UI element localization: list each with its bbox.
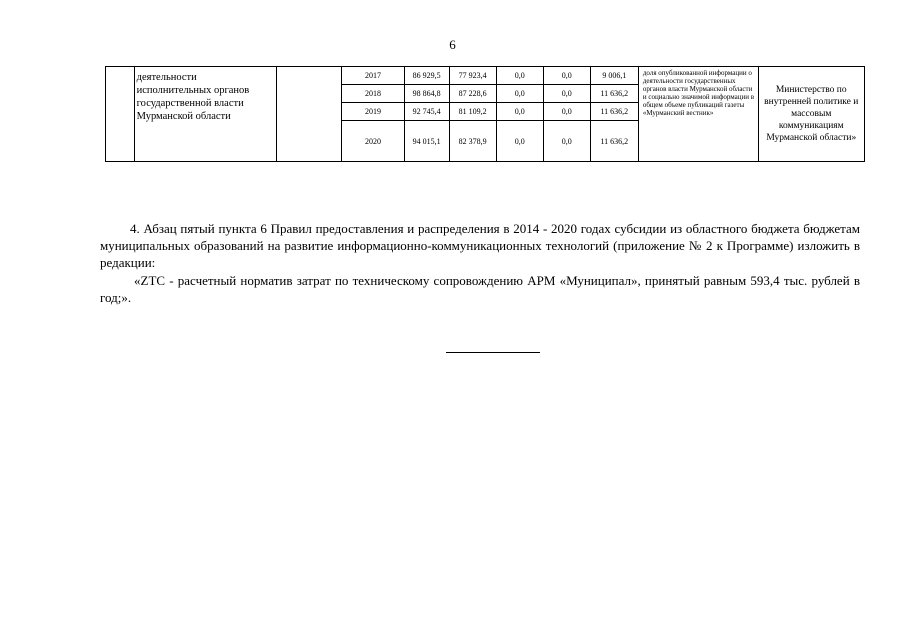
- total-cell: 98 864,8: [404, 85, 449, 103]
- total-cell: 94 015,1: [404, 121, 449, 162]
- regional-cell: 0,0: [496, 67, 543, 85]
- extra-budget-cell: 11 636,2: [590, 85, 638, 103]
- federal-cell: 87 228,6: [449, 85, 496, 103]
- amendment-paragraph: 4. Абзац пятый пункта 6 Правил предоставления и распределения в 2014 - 2020 годах субсидии из областного бюджета бюджетам муниципальных образований на развитие информационно-коммуникационных технологий (приложение № 2 к Программе) изложить в редакции:: [100, 221, 860, 270]
- year-cell: 2017: [342, 67, 404, 85]
- regional-cell: 0,0: [496, 85, 543, 103]
- page-number: 6: [449, 37, 456, 52]
- municipal-cell: 0,0: [543, 85, 590, 103]
- ministry-cell: Министерство по внутренней политике и массовым коммуникациям Мурманской области»: [758, 67, 864, 162]
- federal-cell: 82 378,9: [449, 121, 496, 162]
- extra-budget-cell: 11 636,2: [590, 103, 638, 121]
- total-cell: 86 929,5: [404, 67, 449, 85]
- regional-cell: 0,0: [496, 121, 543, 162]
- total-cell: 92 745,4: [404, 103, 449, 121]
- indicator-cell: доля опубликованной информации о деятельности государственных органов власти Мурманской области и социально значимой информации в общем объеме публикаций газеты «Мурманский вестник»: [638, 67, 758, 162]
- regional-cell: 0,0: [496, 103, 543, 121]
- deadline-cell: [276, 67, 341, 162]
- year-cell: 2020: [342, 121, 404, 162]
- row-number-cell: [106, 67, 135, 162]
- municipal-cell: 0,0: [543, 121, 590, 162]
- extra-budget-cell: 11 636,2: [590, 121, 638, 162]
- program-table: [105, 66, 865, 162]
- formula-paragraph: «ZТС - расчетный норматив затрат по техническому сопровождению АРМ «Муниципал», принятый равным 593,4 тыс. рублей в год;».: [100, 273, 860, 305]
- year-cell: 2019: [342, 103, 404, 121]
- municipal-cell: 0,0: [543, 103, 590, 121]
- year-cell: 2018: [342, 85, 404, 103]
- table-row: [106, 67, 865, 85]
- municipal-cell: 0,0: [543, 67, 590, 85]
- federal-cell: 81 109,2: [449, 103, 496, 121]
- federal-cell: 77 923,4: [449, 67, 496, 85]
- activity-cell: деятельности исполнительных органов государственной власти Мурманской области: [134, 67, 276, 162]
- end-divider: [446, 352, 540, 353]
- extra-budget-cell: 9 006,1: [590, 67, 638, 85]
